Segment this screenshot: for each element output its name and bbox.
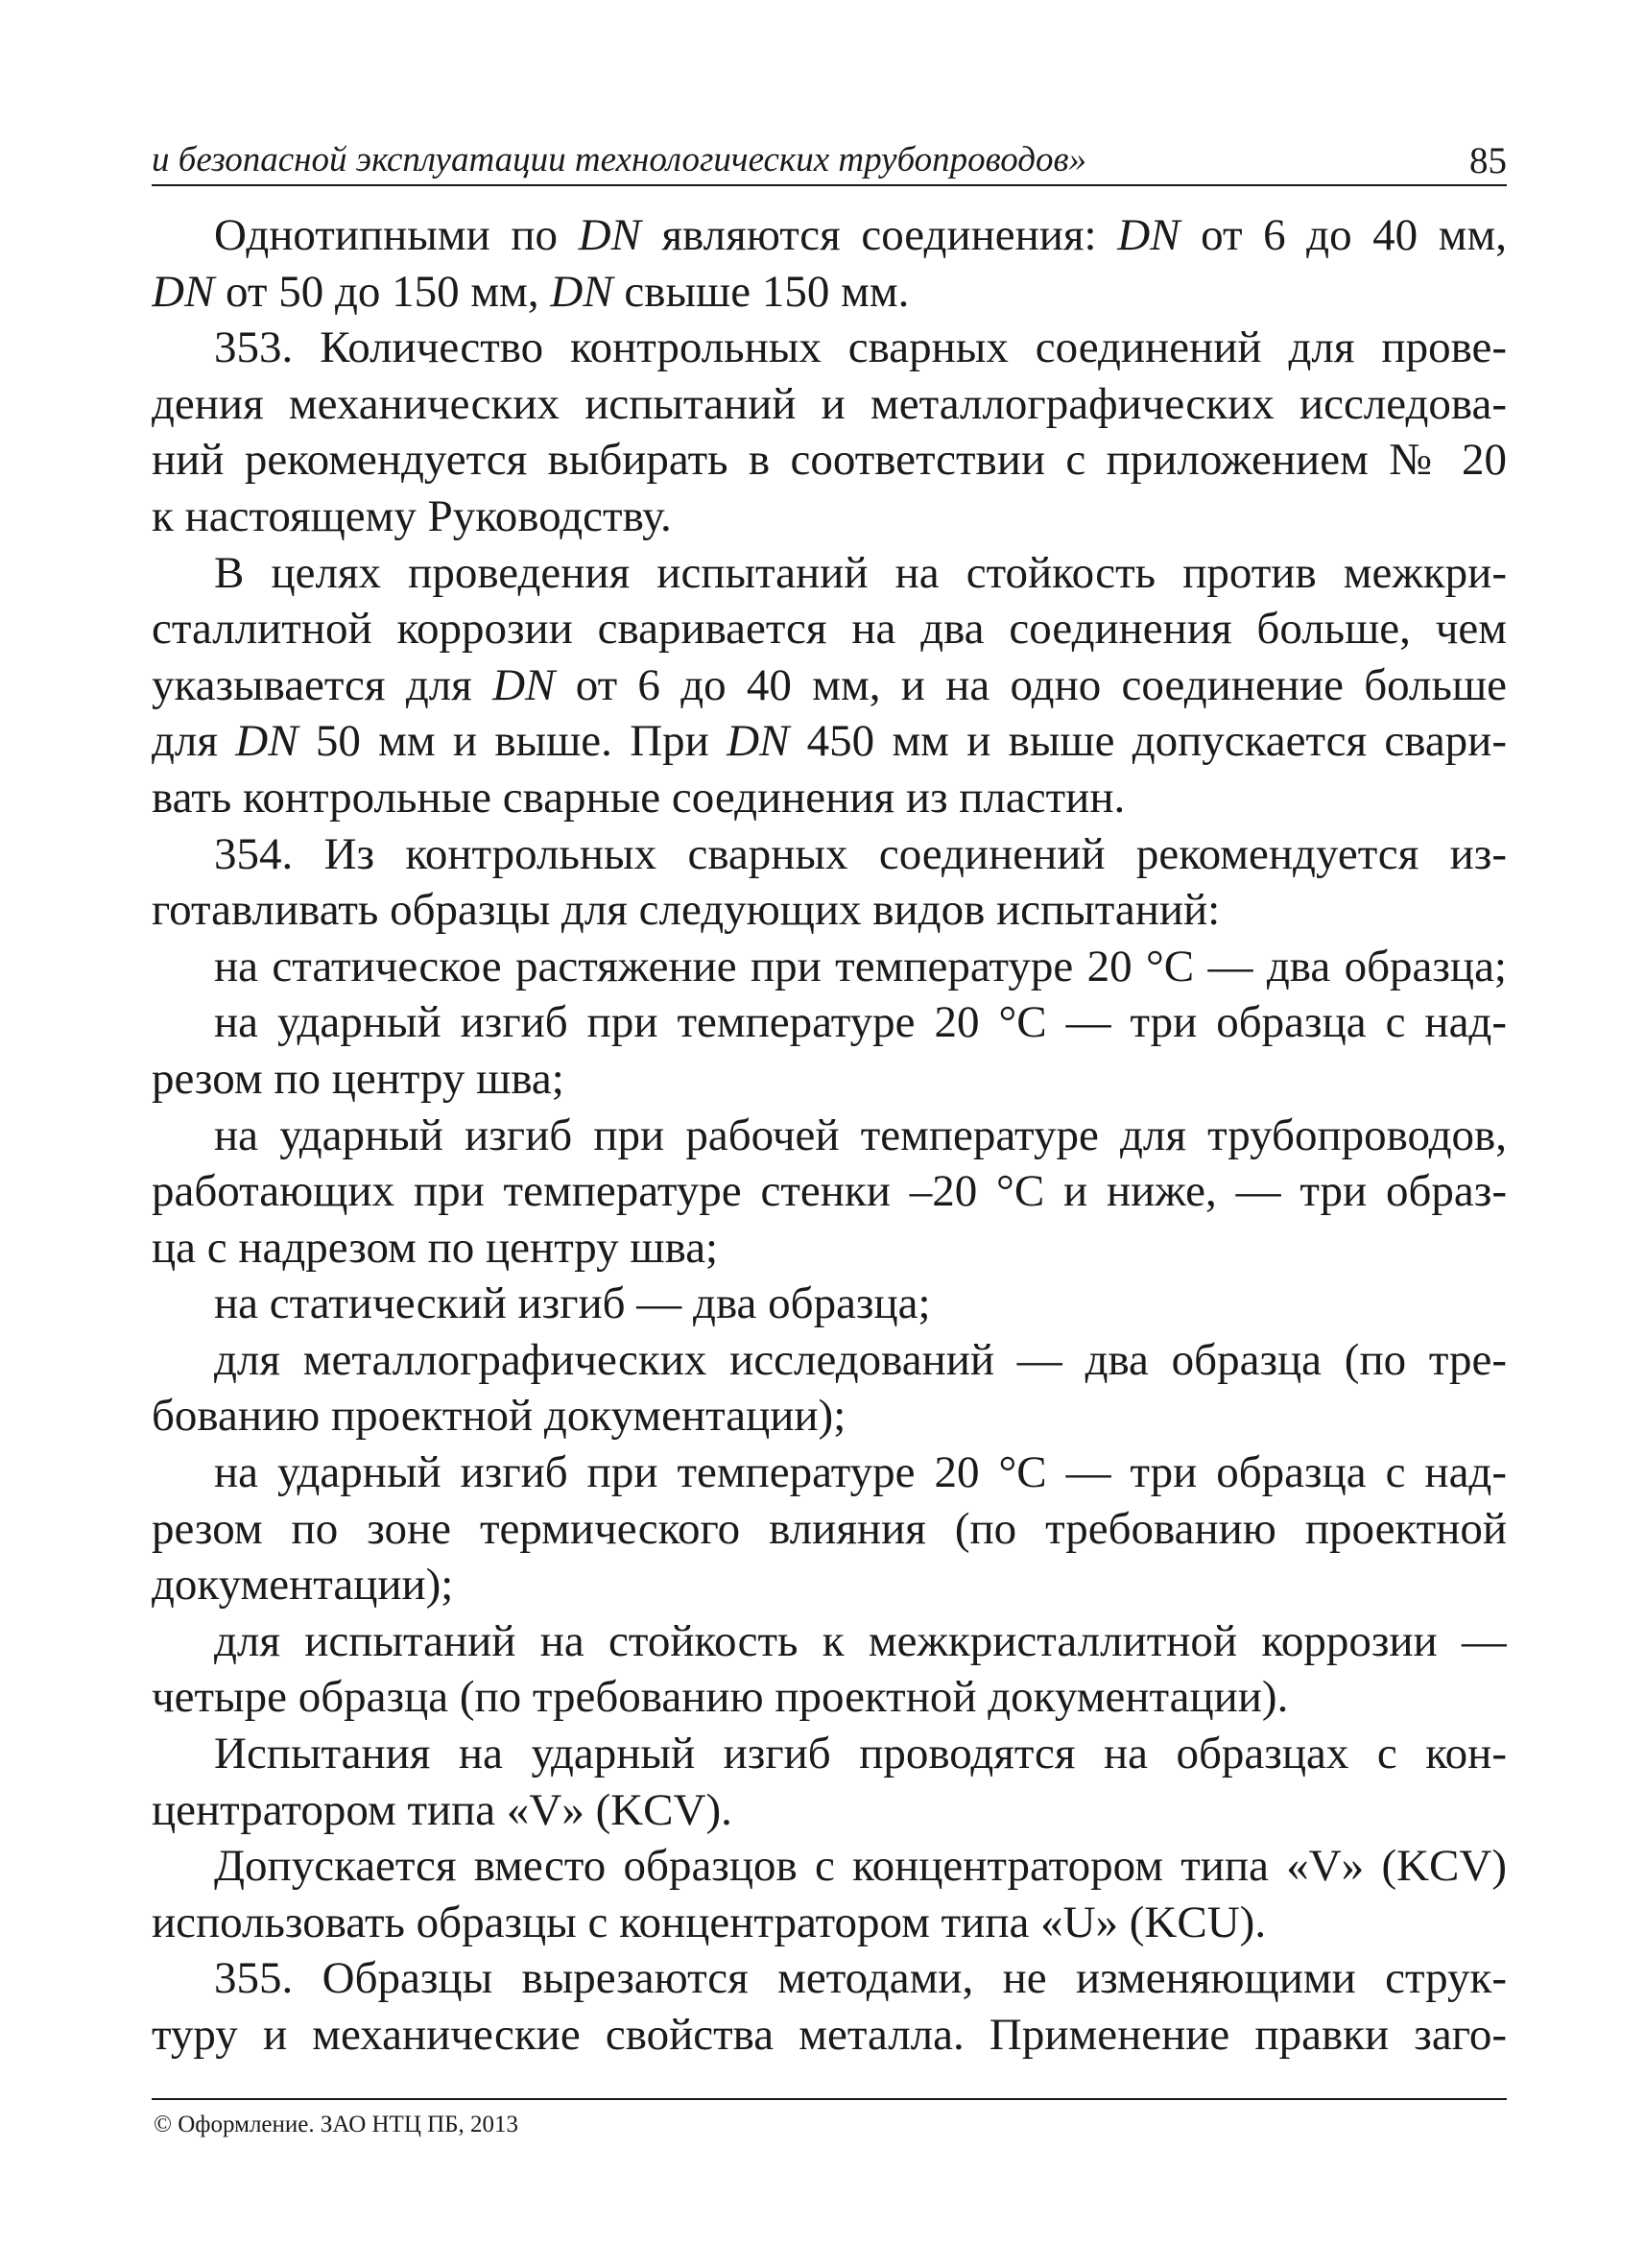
text-line: вать контрольные сварные соединения из пластин.: [152, 772, 1126, 823]
text-line: на ударный изгиб при температуре 20 °С — три образца с над-: [214, 1447, 1507, 1498]
dn-symbol: DN: [578, 210, 641, 260]
text-line: DN от 50 до 150 мм, DN свыше 150 мм.: [152, 266, 910, 317]
body-text: [152, 207, 1507, 2064]
dn-symbol: DN: [1117, 210, 1180, 260]
running-header: [152, 136, 1507, 186]
footer-rule: [152, 2098, 1507, 2100]
text-line: В целях проведения испытаний на стойкость против межкри-: [214, 547, 1507, 598]
text-line: четыре образца (по требованию проектной документации).: [152, 1672, 1289, 1723]
text-line: на ударный изгиб при рабочей температуре для трубопроводов,: [214, 1110, 1507, 1160]
text-line: для металлографических исследований — два образца (по тре-: [214, 1334, 1507, 1385]
text-line: для испытаний на стойкость к межкристаллитной коррозии —: [214, 1615, 1507, 1666]
dn-symbol: DN: [550, 266, 613, 317]
text-line: ний рекомендуется выбирать в соответствии с приложением № 20: [152, 435, 1507, 486]
text-line: работающих при температуре стенки –20 °С и ниже, — три образ-: [152, 1166, 1507, 1217]
text-line: ца с надрезом по центру шва;: [152, 1222, 719, 1273]
text-line: на ударный изгиб при температуре 20 °С — три образца с над-: [214, 997, 1507, 1048]
footer-copyright: © Оформление. ЗАО НТЦ ПБ, 2013: [154, 2112, 519, 2137]
text-line: сталлитной коррозии сваривается на два соединения больше, чем: [152, 604, 1507, 655]
text-line: документации);: [152, 1560, 454, 1611]
text-line: готавливать образцы для следующих видов испытаний:: [152, 885, 1221, 936]
text-line: туру и механические свойства металла. Применение правки заго-: [152, 2010, 1507, 2060]
dn-symbol: DN: [727, 716, 790, 767]
text-line: 355. Образцы вырезаются методами, не изменяющими струк-: [214, 1953, 1507, 2004]
dn-symbol: DN: [492, 659, 556, 710]
running-title: и безопасной эксплуатации технологических трубопроводов»: [152, 140, 1087, 179]
text-line: 353. Количество контрольных сварных соединений для прове-: [214, 322, 1507, 373]
dn-symbol: DN: [235, 716, 298, 767]
text-line: резом по зоне термического влияния (по требованию проектной: [152, 1503, 1507, 1554]
text-line: использовать образцы с концентратором типа «U» (KCU).: [152, 1897, 1267, 1947]
text-line: Испытания на ударный изгиб проводятся на образцах с кон-: [214, 1729, 1507, 1779]
text-line: к настоящему Руководству.: [152, 490, 672, 541]
text-line: 354. Из контрольных сварных соединений рекомендуется из-: [214, 828, 1507, 879]
text-line: дения механических испытаний и металлографических исследова-: [152, 378, 1507, 429]
text-line: центратором типа «V» (KCV).: [152, 1784, 732, 1835]
text-line: бованию проектной документации);: [152, 1391, 846, 1442]
text-line: на статическое растяжение при температуре 20 °С — два образца;: [214, 941, 1507, 991]
text-line: резом по центру шва;: [152, 1053, 564, 1104]
page-number: 85: [1469, 140, 1507, 181]
text-line: Однотипными по DN являются соединения: DN от 6 до 40 мм,: [214, 210, 1507, 260]
dn-symbol: DN: [152, 266, 215, 317]
text-line: Допускается вместо образцов с концентратором типа «V» (KCV): [214, 1841, 1507, 1892]
text-line: для DN 50 мм и выше. При DN 450 мм и выше допускается свари-: [152, 716, 1507, 767]
text-line: указывается для DN от 6 до 40 мм, и на одно соединение больше: [152, 659, 1507, 710]
text-line: на статический изгиб — два образца;: [214, 1278, 931, 1329]
